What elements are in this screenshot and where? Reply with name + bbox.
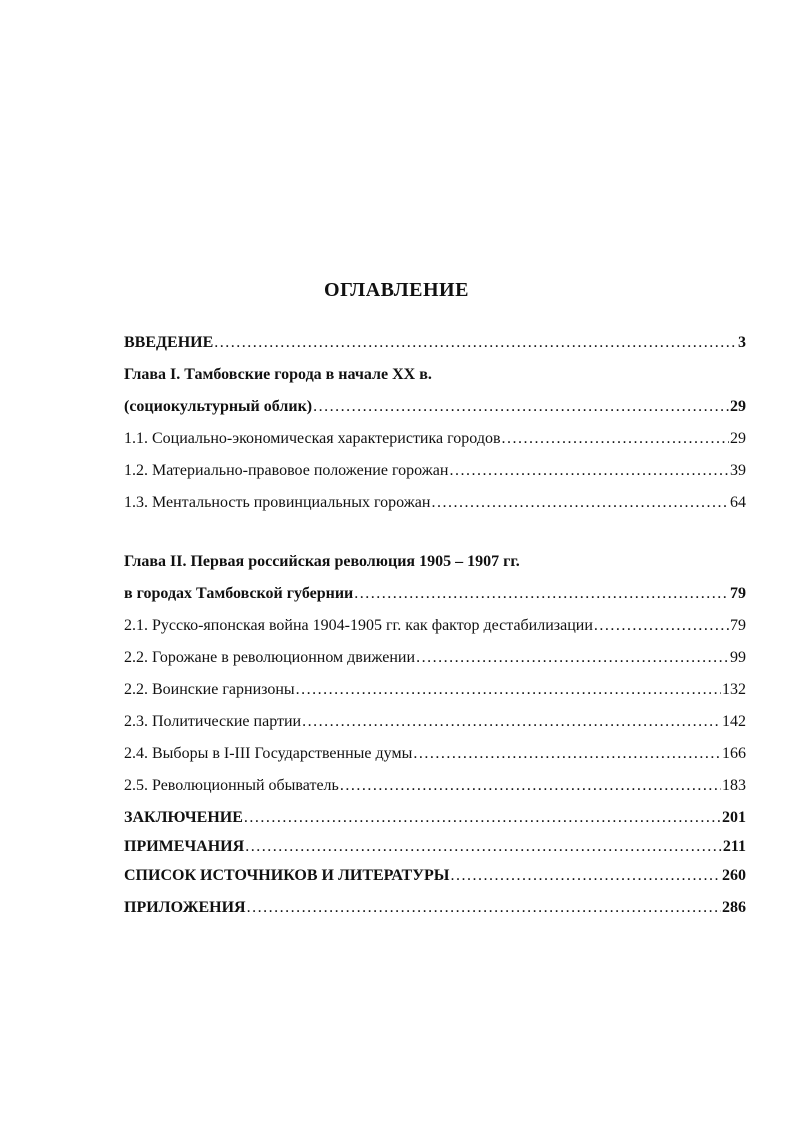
toc-page-number: 183	[722, 777, 746, 794]
dot-leader	[354, 585, 729, 603]
toc-page-number: 201	[722, 809, 746, 826]
toc-entry-label: 2.2. Горожане в революционном движении	[124, 649, 416, 666]
toc-entry-appendices[interactable]	[124, 899, 746, 931]
toc-entry-label: 1.1. Социально-экономическая характеристика городов	[124, 430, 501, 447]
toc-page-number: 166	[722, 745, 746, 762]
toc-entry-introduction[interactable]	[124, 334, 746, 366]
toc-entry-label: Глава II. Первая российская революция 1905 – 1907 гг.	[124, 553, 520, 570]
toc-entry-label: ПРИЛОЖЕНИЯ	[124, 899, 246, 916]
toc-section-1-2[interactable]	[124, 462, 746, 494]
toc-entry-label: 2.4. Выборы в I-III Государственные думы	[124, 745, 413, 762]
dot-leader	[416, 649, 729, 667]
toc-entry-label: 2.1. Русско-японская война 1904-1905 гг. как фактор дестабилизации	[124, 617, 593, 634]
dot-leader	[340, 777, 721, 795]
dot-leader	[214, 334, 737, 352]
toc-entry-label: 1.2. Материально-правовое положение горожан	[124, 462, 449, 479]
toc-entry-label: 2.2. Воинские гарнизоны	[124, 681, 295, 698]
dot-leader	[313, 398, 729, 416]
toc-page-number: 286	[722, 899, 746, 916]
toc-section-2-2-movement[interactable]	[124, 649, 746, 681]
dot-leader	[413, 745, 721, 763]
toc-entry-label: ЗАКЛЮЧЕНИЕ	[124, 809, 243, 826]
toc-entry-notes[interactable]	[124, 838, 746, 867]
toc-page-number: 79	[730, 617, 746, 634]
toc-chapter-2-subtitle[interactable]	[124, 585, 746, 617]
toc-entry-label: 2.5. Революционный обыватель	[124, 777, 339, 794]
toc-section-2-5[interactable]	[124, 777, 746, 809]
table-of-contents	[124, 334, 746, 931]
dot-leader	[296, 681, 721, 699]
toc-entry-conclusion[interactable]	[124, 809, 746, 838]
toc-section-1-3[interactable]	[124, 494, 746, 526]
dot-leader	[247, 899, 721, 917]
toc-page-number: 99	[730, 649, 746, 666]
toc-page-number: 39	[730, 462, 746, 479]
toc-entry-label: ВВЕДЕНИЕ	[124, 334, 214, 351]
toc-entry-label: СПИСОК ИСТОЧНИКОВ И ЛИТЕРАТУРЫ	[124, 867, 450, 884]
toc-entry-label: 1.3. Ментальность провинциальных горожан	[124, 494, 431, 511]
page-title: ОГЛАВЛЕНИЕ	[324, 279, 469, 301]
dot-leader	[449, 462, 729, 480]
dot-leader	[244, 809, 721, 827]
toc-entry-label: ПРИМЕЧАНИЯ	[124, 838, 245, 855]
toc-page-number: 29	[730, 398, 746, 415]
toc-chapter-1-heading[interactable]	[124, 366, 746, 398]
toc-page-number: 29	[730, 430, 746, 447]
toc-page-number: 260	[722, 867, 746, 884]
toc-entry-label: (социокультурный облик)	[124, 398, 313, 415]
dot-leader	[302, 713, 721, 731]
toc-chapter-1-subtitle[interactable]	[124, 398, 746, 430]
toc-page-number: 211	[722, 838, 746, 855]
toc-section-2-4[interactable]	[124, 745, 746, 777]
toc-section-2-1[interactable]	[124, 617, 746, 649]
toc-section-2-3[interactable]	[124, 713, 746, 745]
dot-leader	[431, 494, 729, 512]
toc-page-number: 79	[730, 585, 746, 602]
toc-page-number: 142	[722, 713, 746, 730]
toc-entry-label: 2.3. Политические партии	[124, 713, 302, 730]
toc-page-number: 64	[730, 494, 746, 511]
toc-entry-sources[interactable]	[124, 867, 746, 899]
toc-chapter-2-heading[interactable]	[124, 553, 746, 585]
dot-leader	[245, 838, 722, 856]
toc-section-1-1[interactable]	[124, 430, 746, 462]
dot-leader	[450, 867, 721, 885]
toc-section-2-2-garrisons[interactable]	[124, 681, 746, 713]
dot-leader	[502, 430, 729, 448]
toc-page-number: 132	[722, 681, 746, 698]
toc-entry-label: в городах Тамбовской губернии	[124, 585, 354, 602]
toc-page-number: 3	[738, 334, 746, 351]
toc-entry-label: Глава I. Тамбовские города в начале XX в.	[124, 366, 432, 383]
dot-leader	[594, 617, 729, 635]
